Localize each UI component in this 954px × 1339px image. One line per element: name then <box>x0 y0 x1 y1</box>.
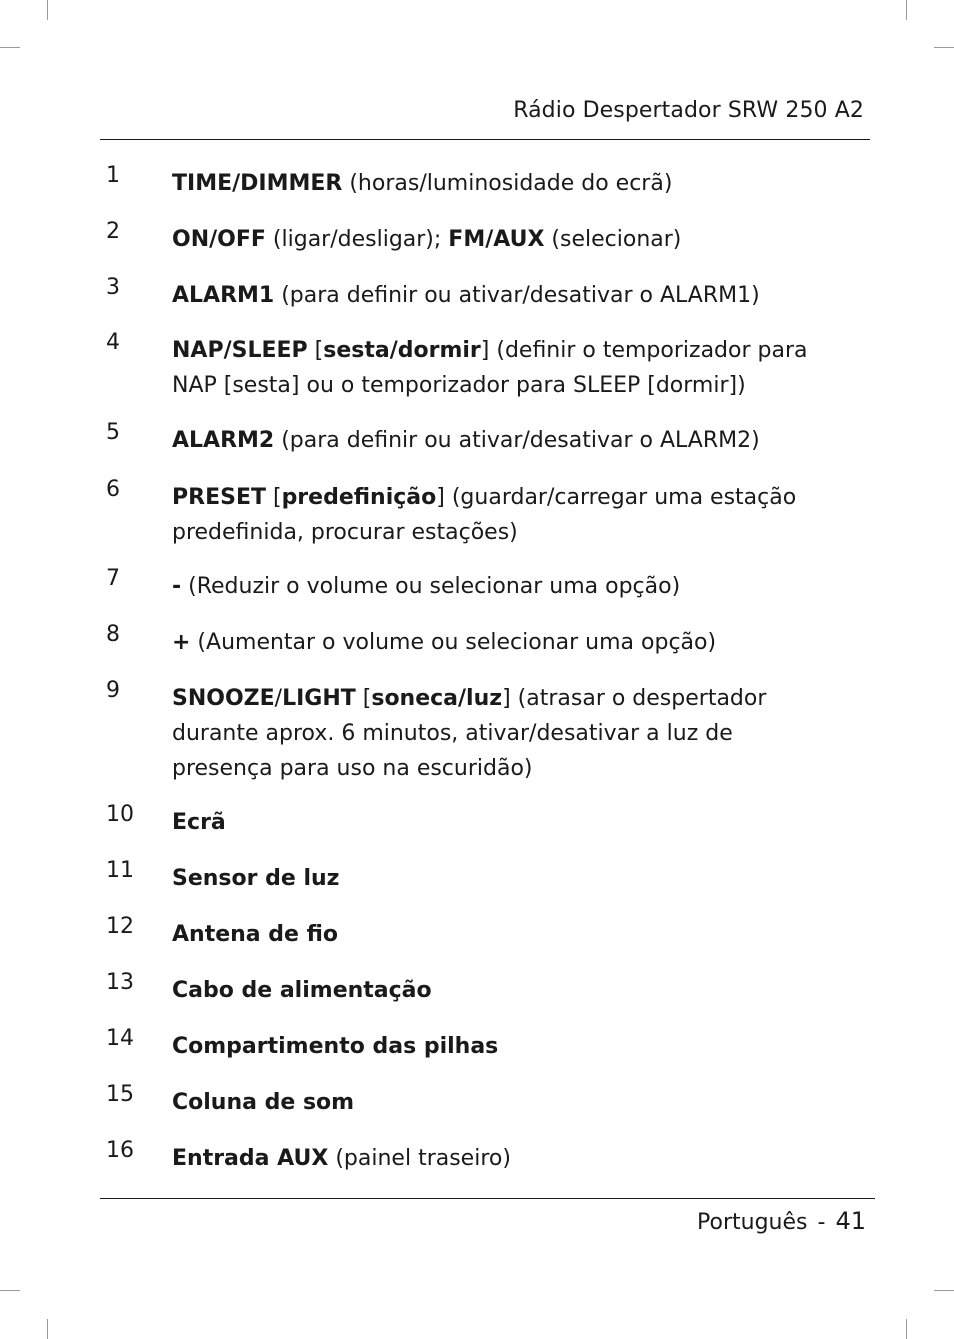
item-number: 6 <box>106 477 120 502</box>
item-description <box>172 973 832 1008</box>
item-number: 3 <box>106 275 120 300</box>
item-description <box>172 625 832 660</box>
item-number: 1 <box>106 163 120 188</box>
crop-mark <box>0 47 20 48</box>
item-text: (horas/luminosidade do ecrã) <box>342 171 673 196</box>
item-term: sesta/dormir <box>323 338 481 363</box>
item-description <box>172 1141 832 1176</box>
item-term: FM/AUX <box>448 227 545 252</box>
item-term: TIME/DIMMER <box>172 171 343 196</box>
item-description <box>172 681 832 786</box>
item-term: Entrada AUX <box>172 1146 329 1171</box>
item-term: Antena de fio <box>172 922 339 947</box>
item-number: 15 <box>106 1082 134 1107</box>
item-text: (selecionar) <box>544 227 682 252</box>
item-number: 13 <box>106 970 134 995</box>
item-term: Coluna de som <box>172 1090 355 1115</box>
item-term: - <box>172 574 182 599</box>
item-text: ] (guardar/carregar uma estação predefinida, procurar estações) <box>172 485 797 545</box>
item-term: soneca/luz <box>371 686 503 711</box>
page-number: 41 <box>835 1207 866 1235</box>
item-term: SNOOZE <box>172 686 275 711</box>
item-number: 16 <box>106 1138 134 1163</box>
page-header-title: Rádio Despertador SRW 250 A2 <box>513 98 864 123</box>
item-description <box>172 917 832 952</box>
item-term: Sensor de luz <box>172 866 340 891</box>
item-text: ] (definir o temporizador para NAP [sesta] ou o temporizador para SLEEP [dormir]) <box>172 338 808 398</box>
item-text: (Reduzir o volume ou selecionar uma opção) <box>181 574 681 599</box>
item-description <box>172 1029 832 1064</box>
crop-mark <box>47 1319 48 1339</box>
item-text: [ <box>265 485 282 510</box>
item-term: Compartimento das pilhas <box>172 1034 499 1059</box>
item-description <box>172 222 832 257</box>
item-number: 8 <box>106 622 120 647</box>
item-number: 12 <box>106 914 134 939</box>
item-description <box>172 423 832 458</box>
crop-mark <box>0 1290 20 1291</box>
item-text: (painel traseiro) <box>328 1146 511 1171</box>
item-text: (ligar/desligar); <box>265 227 449 252</box>
item-term: Ecrã <box>172 810 226 835</box>
footer-divider <box>100 1198 875 1199</box>
item-number: 9 <box>106 678 120 703</box>
item-text: (para definir ou ativar/desativar o ALARM1) <box>274 283 760 308</box>
item-description <box>172 278 832 313</box>
item-description <box>172 333 832 403</box>
item-term: Cabo de alimentação <box>172 978 432 1003</box>
item-term: predefinição <box>281 485 437 510</box>
item-description <box>172 480 832 550</box>
item-text: ] (atrasar o despertador durante aprox. 6 minutos, ativar/desativar a luz de presença para uso na escuridão) <box>172 686 767 781</box>
page-footer <box>697 1207 866 1235</box>
item-description <box>172 805 832 840</box>
crop-mark <box>934 47 954 48</box>
crop-mark <box>934 1290 954 1291</box>
crop-mark <box>906 1319 907 1339</box>
item-number: 7 <box>106 566 120 591</box>
item-description <box>172 1085 832 1120</box>
item-term: ON/OFF <box>172 227 266 252</box>
item-number: 11 <box>106 858 134 883</box>
footer-language: Português <box>697 1210 808 1235</box>
item-text: (Aumentar o volume ou selecionar uma opção) <box>190 630 717 655</box>
item-term: NAP/SLEEP <box>172 338 308 363</box>
item-description <box>172 861 832 896</box>
item-number: 2 <box>106 219 120 244</box>
item-text: (para definir ou ativar/desativar o ALARM2) <box>274 428 760 453</box>
item-number: 4 <box>106 330 120 355</box>
item-number: 14 <box>106 1026 134 1051</box>
item-number: 10 <box>106 802 134 827</box>
item-term: + <box>172 630 191 655</box>
item-text: [ <box>355 686 372 711</box>
item-description <box>172 569 832 604</box>
item-number: 5 <box>106 420 120 445</box>
item-term: LIGHT <box>282 686 356 711</box>
item-term: ALARM1 <box>172 283 275 308</box>
header-divider <box>100 139 870 140</box>
crop-mark <box>906 0 907 20</box>
item-term: ALARM2 <box>172 428 275 453</box>
item-description <box>172 166 832 201</box>
item-text: / <box>274 686 283 711</box>
item-text: [ <box>307 338 324 363</box>
item-term: PRESET <box>172 485 266 510</box>
crop-mark <box>47 0 48 20</box>
footer-separator: - <box>817 1210 826 1235</box>
